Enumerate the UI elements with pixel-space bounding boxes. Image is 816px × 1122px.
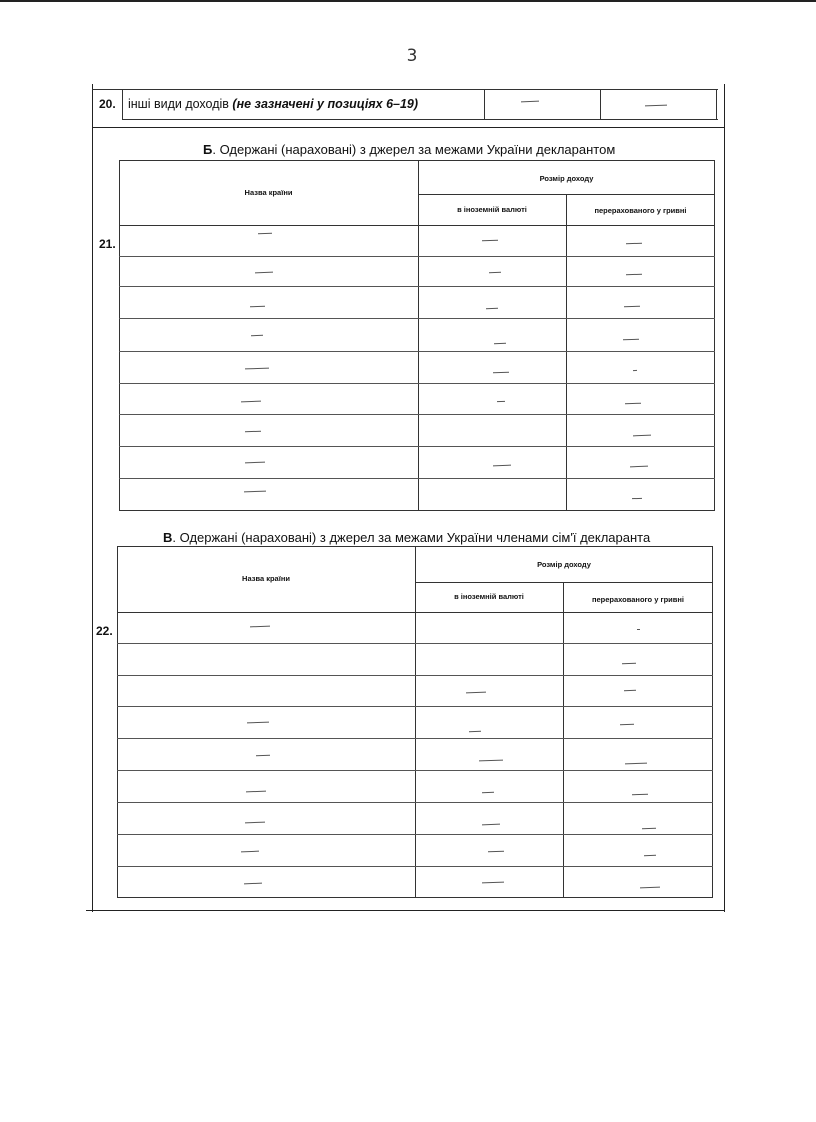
row20-col-line [484, 89, 485, 119]
section-c-row-line [117, 802, 713, 803]
section-b-dash [633, 370, 637, 371]
section-c-row-line [117, 706, 713, 707]
section-b-col-country: Назва країни [244, 188, 293, 197]
row20-label-text: інші види доходів [128, 97, 229, 111]
section-b-col-income: Розмір доходу [539, 174, 594, 183]
section-b-row-line [119, 446, 715, 447]
page-top-border [0, 0, 816, 2]
section-c-row-line [117, 770, 713, 771]
section-c-row-line [117, 738, 713, 739]
section-b-subheader-line [418, 194, 715, 195]
section-b-row-line [119, 351, 715, 352]
section-b-title-text: . Одержані (нараховані) з джерел за межами України декларантом [212, 142, 616, 157]
row20-bottom-border [122, 119, 718, 120]
section-c-title [163, 530, 650, 545]
row20-col-line [600, 89, 601, 119]
section-c-col-uah: перерахованого у гривні [591, 595, 685, 604]
section-b-row-line [119, 414, 715, 415]
section-b-row-line [119, 318, 715, 319]
section-c-row-line [117, 675, 713, 676]
section-c-header-bottom [117, 612, 713, 613]
section-c-col-line [563, 582, 564, 898]
section-c-subheader-line [415, 582, 713, 583]
section-c-col-country: Назва країни [242, 574, 290, 583]
section-c-dash [637, 629, 640, 630]
section-c-row-number: 22. [96, 624, 113, 638]
section-c-col-foreign: в іноземній валюті [454, 592, 524, 601]
row20-number: 20. [99, 97, 116, 111]
section-b-col-uah: перерахованого у гривні [594, 206, 687, 215]
section-b-row-line [119, 286, 715, 287]
row20-label-note: (не зазначені у позиціях 6–19) [232, 97, 419, 111]
row20-separator [92, 127, 725, 128]
section-c-row-line [117, 834, 713, 835]
section-b-header-bottom [119, 225, 715, 226]
section-c-col-income: Розмір доходу [537, 560, 591, 569]
section-b-col-foreign: в іноземній валюті [457, 205, 527, 214]
frame-bottom-border [86, 910, 724, 911]
section-c-title-text: . Одержані (нараховані) з джерел за межами України членами сім'ї декларанта [172, 530, 651, 545]
page-number: 3 [406, 46, 418, 66]
section-b-row-line [119, 256, 715, 257]
section-c-letter: В [163, 530, 173, 545]
section-c-row-line [117, 866, 713, 867]
section-b-row-number: 21. [99, 237, 116, 251]
section-c-row-line [117, 643, 713, 644]
row20-label [128, 97, 418, 111]
section-b-letter: Б [203, 142, 213, 157]
row20-col-line [122, 89, 123, 119]
section-b-col-line [566, 194, 567, 511]
section-b-row-line [119, 383, 715, 384]
section-b-title [203, 142, 615, 157]
row20-col-line [716, 89, 717, 119]
row20-top-border [92, 89, 718, 90]
section-b-row-line [119, 478, 715, 479]
